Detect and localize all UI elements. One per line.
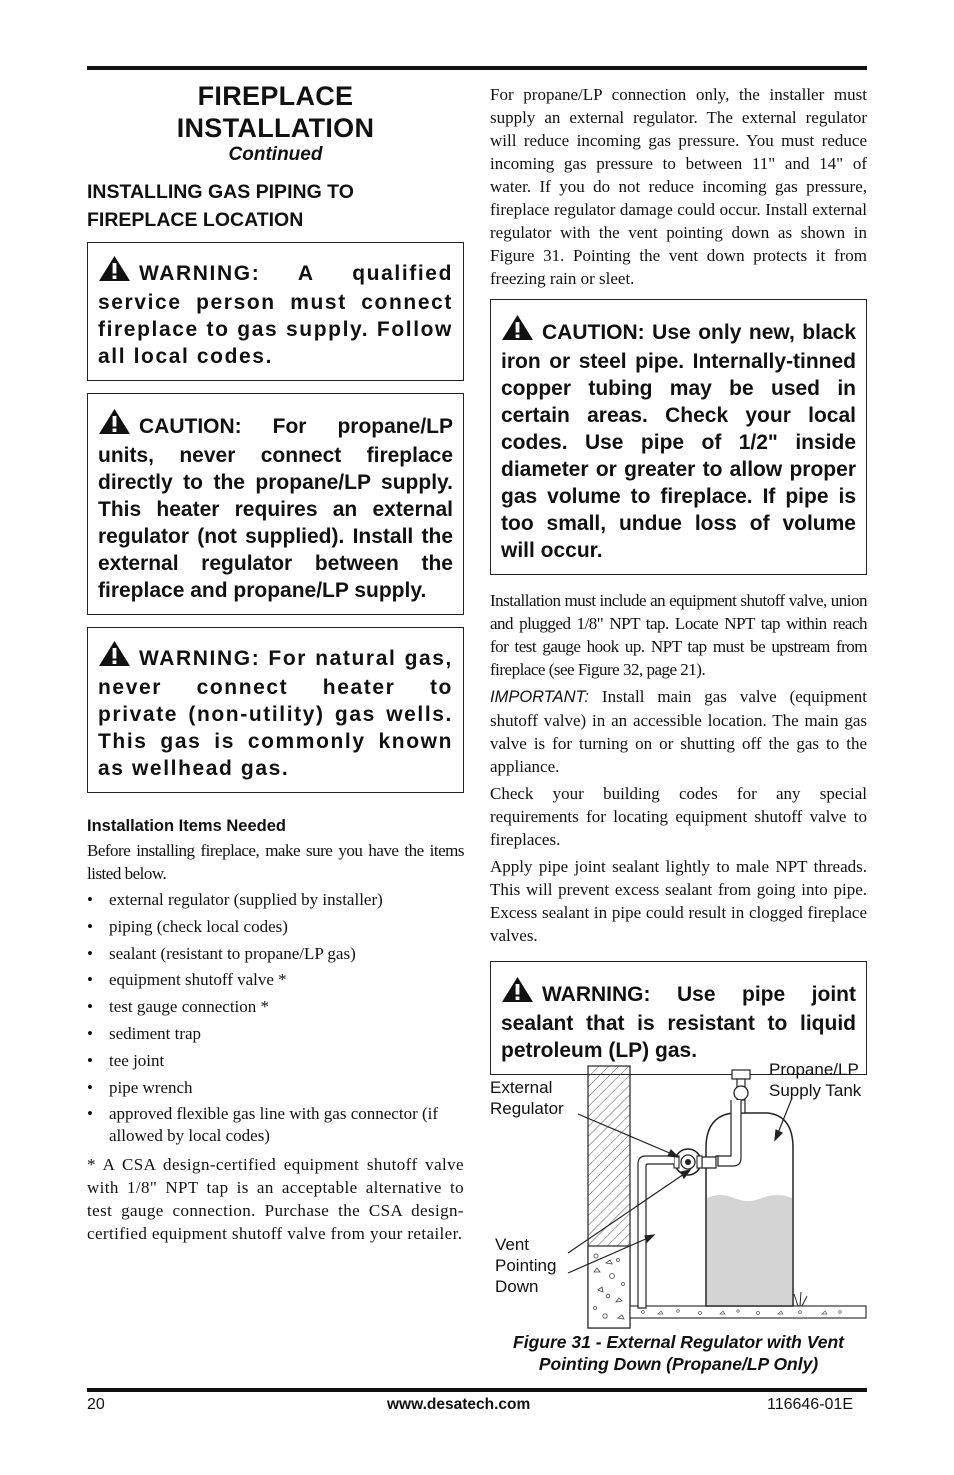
list-item: • tee joint <box>87 1050 464 1072</box>
label-vent-line3: Down <box>495 1277 539 1296</box>
label-vent-pointing-down <box>495 1234 556 1297</box>
section-title-line1: FIREPLACE <box>197 81 354 111</box>
figure-caption <box>490 1331 867 1375</box>
gas-piping-heading <box>87 178 464 234</box>
warning-qualified-service <box>87 242 464 381</box>
label-vent-line2: Pointing <box>495 1256 557 1275</box>
right-column <box>490 83 867 1087</box>
list-item: • piping (check local codes) <box>87 916 464 938</box>
gas-piping-heading-line2: FIREPLACE LOCATION <box>87 209 304 231</box>
items-list <box>87 889 464 1147</box>
items-footnote: * A CSA design-certified equipment shutoff valve with 1/8" NPT tap is an acceptable alternative to test gauge connection. Purchase the CSA design-certified equipment shutoff valve from your retailer. <box>87 1155 464 1244</box>
list-item: • pipe wrench <box>87 1077 464 1099</box>
label-supply-tank-line1: Propane/LP <box>769 1060 859 1079</box>
warning-triangle-icon <box>501 314 534 348</box>
items-intro: Before installing fireplace, make sure you have the items listed below. <box>87 841 464 883</box>
tank-valve-handle <box>732 1070 750 1079</box>
warning-triangle-icon <box>501 976 534 1010</box>
wall-foundation <box>588 1246 630 1328</box>
website-link[interactable]: www.desatech.com <box>387 1396 531 1413</box>
list-item: • approved flexible gas line with gas connector (if allowed by local codes) <box>87 1103 464 1147</box>
label-vent-line1: Vent <box>495 1235 530 1254</box>
sealant-paragraph: Apply pipe joint sealant lightly to male NPT threads. This will prevent excess sealant from going into pipe. Excess sealant in pipe could result in clogged fireplace valves. <box>490 857 867 945</box>
caution-propane-supply <box>87 393 464 615</box>
label-external-regulator-line2: Regulator <box>490 1099 564 1118</box>
caution-propane-supply-text: CAUTION: For propane/LP units, never connect fireplace directly to the propane/LP supply. This heater requires an external regulator (not supplied). Install the external regulator between the fireplace and propane/LP supply. <box>98 415 453 602</box>
building-codes-paragraph: Check your building codes for any special requirements for locating equipment shutoff valve to fireplaces. <box>490 784 867 849</box>
section-subtitle: Continued <box>228 144 323 165</box>
important-label: IMPORTANT: <box>490 688 589 706</box>
list-item: • sediment trap <box>87 1023 464 1045</box>
warning-natural-gas <box>87 627 464 793</box>
section-title <box>87 80 464 144</box>
section-title-line2: INSTALLATION <box>176 113 375 143</box>
important-text: Install main gas valve (equipment shutoff valve) in an accessible location. The main gas valve is for turning on or shutting off the gas to the appliance. <box>490 687 867 776</box>
propane-regulator-paragraph: For propane/LP connection only, the installer must supply an external regulator. The external regulator will reduce incoming gas pressure. You must reduce incoming gas pressure to between 11" and 14" of water. If you do not reduce incoming gas pressure, fireplace regulator damage could occur. Install external regulator with the vent pointing down as shown in Figure 31. Pointing the vent down protects it from freezing rain or sleet. <box>490 85 867 288</box>
warning-natural-gas-text: WARNING: For natural gas, never connect heater to private (non-utility) gas wells. This gas is commonly known as wellhead gas. <box>98 647 453 780</box>
figure-31-external-regulator <box>488 1058 878 1330</box>
caution-pipe-material-text: CAUTION: Use only new, black iron or steel pipe. Internally-tinned copper tubing may be used in certain areas. Check your local codes. Use pipe of 1/2" inside diameter or greater to allow proper gas volume to fireplace. If pipe is too small, undue loss of volume will occur. <box>501 321 856 562</box>
warning-sealant-text: WARNING: Use pipe joint sealant that is resistant to liquid petroleum (LP) gas. <box>501 983 856 1062</box>
label-supply-tank-line2: Supply Tank <box>769 1081 862 1100</box>
bottom-rule <box>87 1388 867 1392</box>
label-external-regulator <box>490 1077 564 1119</box>
list-item: • external regulator (supplied by installer) <box>87 889 464 911</box>
caution-pipe-material <box>490 299 867 575</box>
label-supply-tank <box>769 1059 861 1101</box>
list-item: • sealant (resistant to propane/LP gas) <box>87 943 464 965</box>
figure-caption-line2: Pointing Down (Propane/LP Only) <box>538 1354 819 1374</box>
ground-slab <box>630 1306 866 1318</box>
shutoff-valve-paragraph: Installation must include an equipment shutoff valve, union and plugged 1/8" NPT tap. Locate NPT tap within reach for test gauge hook up. NPT tap must be upstream from fireplace (see Figure 32, page 21). <box>490 591 867 679</box>
figure-caption-line1: Figure 31 - External Regulator with Vent <box>513 1332 844 1352</box>
items-heading: Installation Items Needed <box>87 817 286 835</box>
important-paragraph <box>490 685 867 778</box>
page-number: 20 <box>87 1396 105 1413</box>
list-item: • test gauge connection * <box>87 996 464 1018</box>
house-pipe <box>638 1156 674 1308</box>
list-item: • equipment shutoff valve * <box>87 969 464 991</box>
left-column <box>87 78 464 1245</box>
warning-triangle-icon <box>98 255 131 289</box>
document-number: 116646-01E <box>767 1396 853 1413</box>
label-external-regulator-line1: External <box>490 1078 553 1097</box>
warning-triangle-icon <box>98 640 131 674</box>
tank-liquid <box>707 1195 792 1305</box>
top-rule <box>87 66 867 70</box>
grass <box>794 1292 807 1306</box>
tank-valve <box>734 1086 748 1100</box>
warning-qualified-service-text: WARNING: A qualified service person must connect fireplace to gas supply. Follow all local codes. <box>98 262 453 368</box>
gas-piping-heading-line1: INSTALLING GAS PIPING TO <box>87 181 354 203</box>
warning-triangle-icon <box>98 408 131 442</box>
